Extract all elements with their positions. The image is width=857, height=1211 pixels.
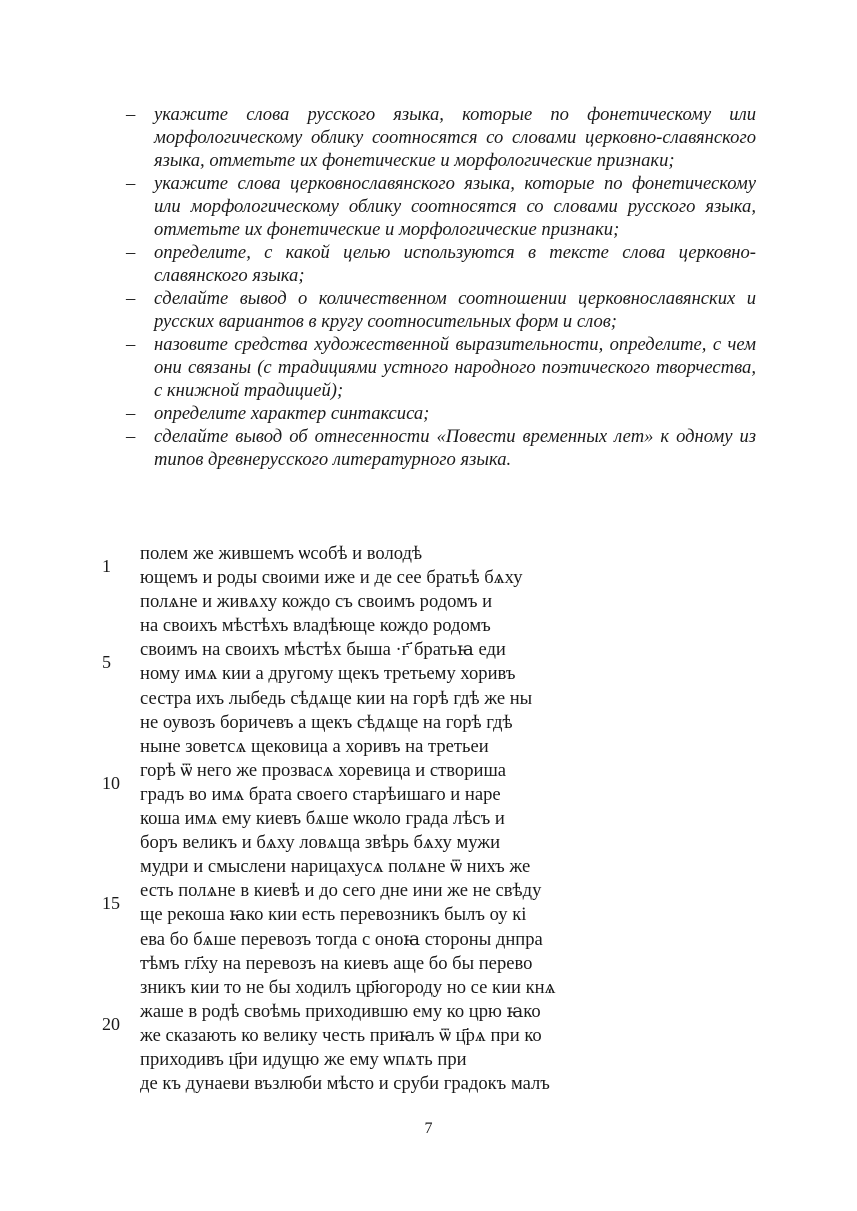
line-text: на своихъ мѣстѣхъ владѣюще кождо родомъ — [140, 615, 491, 637]
line-text: ному имѧ кии а другому щекъ третьему хоривъ — [140, 663, 516, 685]
line-text: жаше в родѣ своѣмь приходившю ему ко црю ꙗко — [140, 1000, 541, 1022]
line-text: ныне зоветсѧ щековица а хоривъ на третьеи — [140, 735, 489, 757]
line-text: боръ великъ и бѧху ловѧща звѣрь бѧху мужи — [140, 832, 501, 854]
line-text: же сказають ко велику честь приꙗлъ ѿ ц҃рѧ при ко — [140, 1024, 542, 1046]
line-text: мудри и смыслени нарицахусѧ полѧне ѿ нихъ же — [140, 856, 531, 878]
instruction-item: – определите, с какой целью используются в тексте слова церковно-славянского языка; — [126, 242, 756, 286]
instruction-item: – укажите слова церковнославянского языка, которые по фонетическому или морфологическому облику соотносятся со словами русского языка, отметьте их фонетические и морфологические признаки; — [126, 173, 756, 240]
dash-marker: – — [126, 104, 136, 125]
line-number: 5 — [102, 652, 111, 673]
line-number: 10 — [102, 772, 120, 793]
line-text: коша имѧ ему киевъ бѧше ѡколо града лѣсъ и — [140, 808, 505, 830]
line-number: 1 — [102, 556, 111, 576]
line-text: полѧне и живѧху кождо съ своимъ родомъ и — [140, 591, 493, 613]
instruction-item: – укажите слова русского языка, которые по фонетическому или морфологическому облику соотносятся со словами церковно-славянского языка, отметьте их фонетические и морфологические признаки; — [126, 104, 756, 171]
dash-marker: – — [126, 242, 136, 263]
line-text: своимъ на своихъ мѣстѣх быша ·г҃ братьꙗ еди — [140, 639, 506, 661]
instruction-item: – определите характер синтаксиса; — [126, 403, 430, 424]
line-text: тѣмъ гл҃ху на перевозъ на киевъ аще бо бы перево — [140, 952, 533, 974]
line-text: ева бо бѧше перевозъ тогда с оноꙗ стороны днпра — [140, 928, 543, 950]
line-text: горѣ ѿ него же прозвасѧ хоревица и створиша — [140, 759, 507, 781]
line-number: 15 — [102, 893, 120, 914]
page-number: 7 — [424, 1120, 433, 1137]
line-text: градъ во имѧ брата своего старѣишаго и наре — [140, 783, 501, 805]
line-text: ющемъ и роды своими иже и де сее братьѣ бѧху — [140, 567, 523, 589]
line-text: де къ дунаеви възлюби мѣсто и сруби градокъ малъ — [140, 1073, 550, 1095]
line-text: полем же жившемъ ѡсобѣ и володѣ — [140, 543, 423, 564]
line-text: не оувозъ боричевъ а щекъ сѣдѧще на горѣ гдѣ — [140, 711, 513, 733]
dash-marker: – — [126, 334, 136, 355]
instruction-item: – сделайте вывод об отнесенности «Повести временных лет» к одному из типов древнерусского литературного языка. — [126, 426, 756, 470]
line-number: 20 — [102, 1013, 120, 1034]
line-text: ще рекоша ꙗко кии есть перевозникъ былъ оу кі — [140, 904, 527, 926]
dash-marker: – — [126, 403, 136, 424]
dash-marker: – — [126, 426, 136, 447]
instruction-list — [126, 103, 756, 471]
instruction-item: – сделайте вывод о количественном соотношении церковнославянских и русских вариантов в кругу соотносительных форм и слов; — [126, 288, 756, 332]
line-text: есть полѧне в киевѣ и до сего дне ини же не свѣду — [140, 880, 542, 902]
dash-marker: – — [126, 288, 136, 309]
line-text: зникъ кии то не бы ходилъ цр҃югороду но се кии кнѧ — [140, 976, 556, 998]
instruction-item: – назовите средства художественной выразительности, определите, с чем они связаны (с традициями устного народного поэтического творчества, с книжной традицией); — [126, 334, 756, 401]
dash-marker: – — [126, 173, 136, 194]
line-text: приходивъ ц҃ри идущю же ему ѡпѧть при — [140, 1048, 467, 1070]
line-text: сестра ихъ лыбедь сѣдѧще кии на горѣ гдѣ же ны — [140, 687, 533, 709]
